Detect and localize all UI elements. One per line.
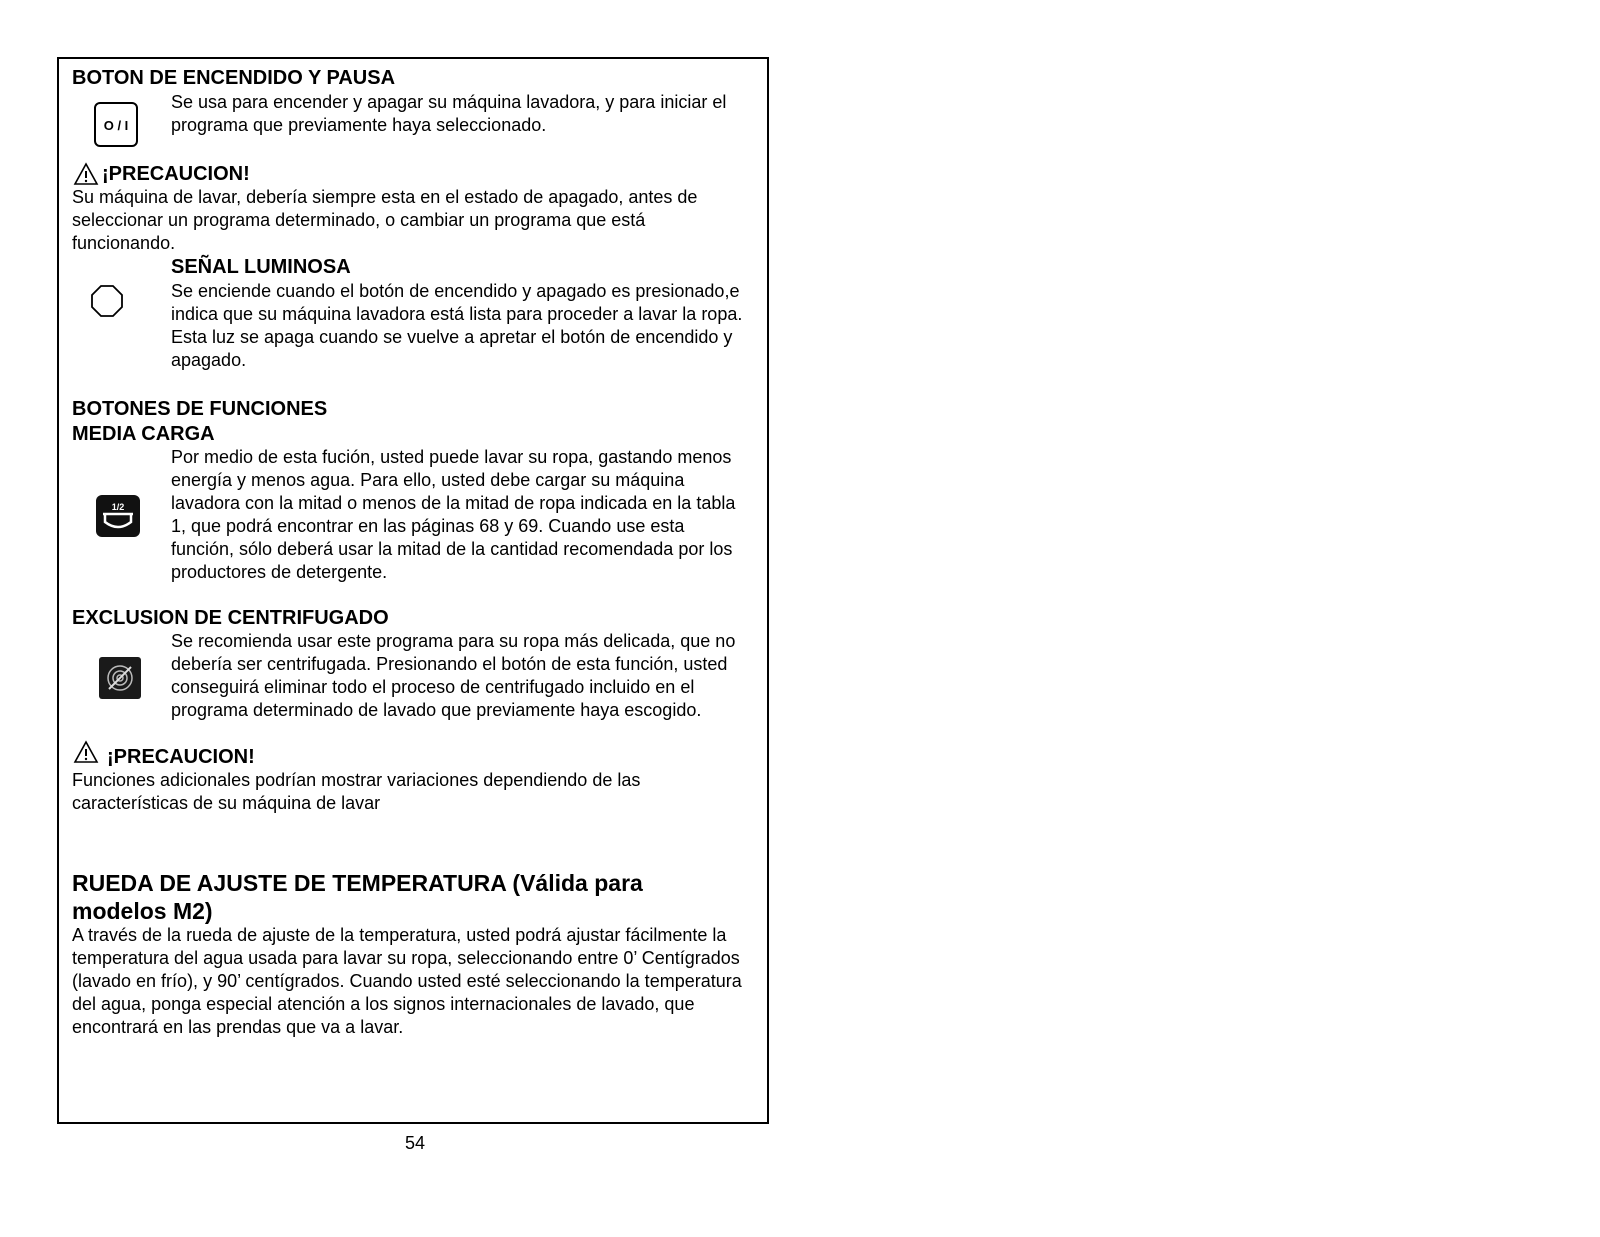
half-load-title: MEDIA CARGA: [72, 423, 215, 445]
power-icon-label: O / I: [103, 118, 129, 133]
caution-text-2: Funciones adicionales podrían mostrar variaciones dependiendo de las características de su máquina de lavar: [72, 770, 641, 813]
signal-light-icon: [90, 284, 124, 318]
half-load-icon-label: 1/2: [111, 502, 125, 512]
signal-section-text: Se enciende cuando el botón de encendido y apagado es presionado,e indica que su máquina lavadora está lista para proceder a lavar la ropa. Esta luz se apaga cuando se vuelve a apretar el botón de encendido y apagado.: [171, 281, 743, 370]
power-section-text: Se usa para encender y apagar su máquina lavadora, y para iniciar el programa que previamente haya seleccionado.: [171, 92, 727, 135]
half-load-text: Por medio de esta fución, usted puede lavar su ropa, gastando menos energía y menos agua. Para ello, usted debe cargar su máquina lavadora con la mitad o menos de la mitad de ropa indicada en la tabla 1, que podrá encontrar en las páginas 68 y 69. Cuando use esta función, sólo deberá usar la mitad de la cantidad recomendada por los productores de detergente.: [171, 447, 736, 582]
spin-exclusion-title: EXCLUSION DE CENTRIFUGADO: [72, 607, 389, 629]
no-spin-icon: [98, 656, 142, 700]
temperature-title: RUEDA DE AJUSTE DE TEMPERATURA (Válida para modelos M2): [72, 870, 643, 924]
caution-title-2: ¡PRECAUCION!: [107, 746, 255, 768]
spin-exclusion-text: Se recomienda usar este programa para su ropa más delicada, que no debería ser centrifugada. Presionando el botón de esta función, usted conseguirá eliminar todo el proceso de centrifugado incluido en el programa determinado de lavado que previamente haya escogido.: [171, 631, 736, 720]
signal-section-title: SEÑAL LUMINOSA: [171, 256, 351, 278]
functions-title: BOTONES DE FUNCIONES: [72, 398, 328, 420]
warning-triangle-icon: [73, 740, 99, 764]
temperature-text: A través de la rueda de ajuste de la temperatura, usted podrá ajustar fácilmente la temperatura del agua usada para lavar su ropa, seleccionando entre 0’ Centígrados (lavado en frío), y 90’ centígrados. Cuando usted esté seleccionando la temperatura del agua, ponga especial atención a los signos internacionales de lavado, que encontrará en las prendas que va a lavar.: [72, 925, 742, 1037]
power-section-title: BOTON DE ENCENDIDO Y PAUSA: [72, 67, 396, 89]
half-load-icon: [95, 494, 141, 538]
power-button-icon: [94, 102, 138, 147]
caution-text-1: Su máquina de lavar, debería siempre esta en el estado de apagado, antes de seleccionar un programa determinado, o cambiar un programa que está funcionando.: [72, 187, 698, 253]
caution-title-1: ¡PRECAUCION!: [102, 163, 250, 185]
page-number: 54: [404, 1133, 426, 1153]
warning-triangle-icon: [73, 162, 99, 186]
